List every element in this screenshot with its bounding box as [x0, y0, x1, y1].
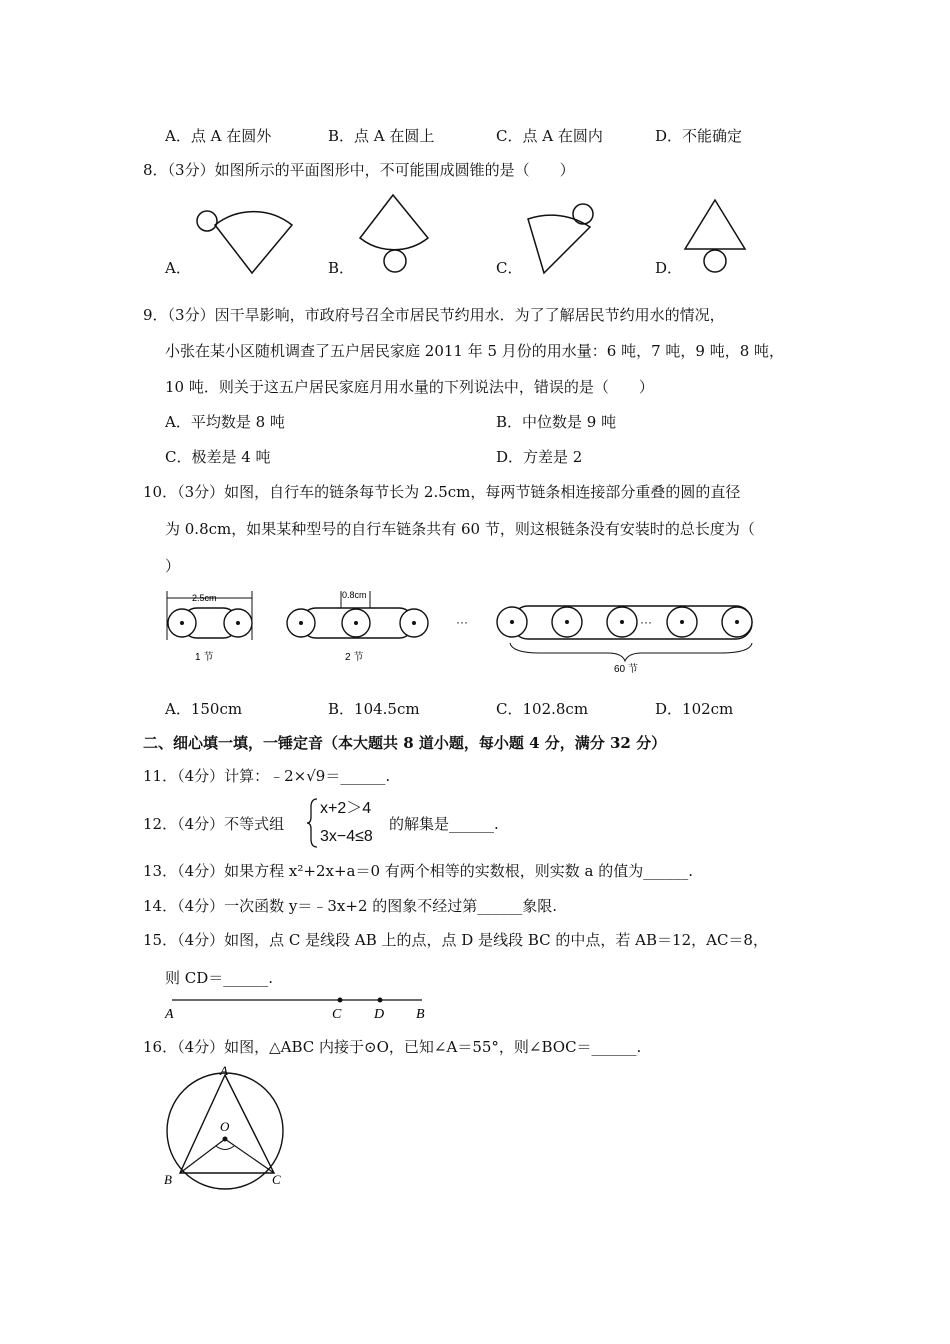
q10-line-3: ）	[165, 557, 181, 575]
q7-option-d: D．不能确定	[655, 127, 743, 145]
q9-option-d: D．方差是 2	[496, 448, 583, 466]
section-2-heading: 二、细心填一填，一锤定音（本大题共 8 道小题，每小题 4 分，满分 32 分）	[143, 734, 667, 752]
q10-fig-1-label: 1 节	[195, 652, 214, 663]
q10-option-b: B．104.5cm	[328, 700, 420, 718]
q8-figure-c	[520, 197, 630, 282]
q10-option-c: C．102.8cm	[496, 700, 589, 718]
q8-figure-b	[355, 193, 435, 283]
q10-option-d: D．102cm	[655, 700, 734, 718]
q12-inequality-1: x+2＞4	[320, 800, 372, 817]
q15-line-2: 则 CD＝______.	[165, 969, 274, 987]
q15-segment-figure	[160, 990, 440, 1025]
q8-label-c: C．	[496, 259, 523, 277]
q9-option-b: B．中位数是 9 吨	[496, 413, 617, 431]
q10-line-1: 10．（3分）如图，自行车的链条每节长为 2.5cm，每两节链条相连接部分重叠的圆的直径	[143, 483, 741, 501]
q15-point-a: A	[165, 1007, 174, 1022]
q8-label-d: D．	[655, 259, 683, 277]
q9-option-c: C．极差是 4 吨	[165, 448, 271, 466]
q11-text: 11．（4分）计算：﹣2×√9＝______.	[143, 767, 391, 785]
q8-label-a: A．	[165, 259, 191, 277]
q8-figure-d	[680, 197, 750, 277]
q10-option-a: A．150cm	[165, 700, 243, 718]
q8-stem: 8．（3分）如图所示的平面图形中，不可能围成圆锥的是（ ）	[143, 161, 575, 179]
q12-brace	[307, 797, 319, 849]
q16-point-b: B	[164, 1172, 172, 1187]
q15-line-1: 15．（4分）如图，点 C 是线段 AB 上的点，点 D 是线段 BC 的中点，若 AB＝12，AC＝8，	[143, 931, 768, 949]
q10-fig-60-label: 60 节	[614, 664, 638, 675]
q13-text: 13．（4分）如果方程 x²+2x+a＝0 有两个相等的实数根，则实数 a 的值为______.	[143, 862, 694, 880]
q9-line-3: 10 吨．则关于这五户居民家庭月用水量的下列说法中，错误的是（ ）	[165, 378, 654, 396]
q10-line-2: 为 0.8cm，如果某种型号的自行车链条共有 60 节，则这根链条没有安装时的总长度为（	[165, 520, 755, 538]
q15-point-d: D	[374, 1007, 385, 1022]
q12-prefix: 12．（4分）不等式组	[143, 815, 285, 833]
q9-option-a: A．平均数是 8 吨	[165, 413, 285, 431]
q16-circle-figure	[160, 1065, 300, 1195]
q15-point-c: C	[332, 1007, 342, 1022]
q16-text: 16．（4分）如图，△ABC 内接于⊙O，已知∠A＝55°，则∠BOC＝______.	[143, 1038, 642, 1056]
q7-option-a: A．点 A 在圆外	[165, 127, 272, 145]
q10-chain-figure	[160, 588, 760, 683]
q10-fig-2-label: 2 节	[345, 652, 364, 663]
q9-line-1: 9．（3分）因干旱影响，市政府号召全市居民节约用水．为了了解居民节约用水的情况，	[143, 306, 725, 324]
q7-option-c: C．点 A 在圆内	[496, 127, 603, 145]
q10-fig-dots: ···	[456, 615, 468, 629]
q16-point-c: C	[272, 1172, 281, 1187]
q8-figure-a	[190, 195, 300, 280]
q8-label-b: B．	[328, 259, 355, 277]
q16-point-a: A	[220, 1063, 228, 1078]
q12-suffix: 的解集是______.	[389, 815, 499, 833]
q10-fig-length-label: 2.5cm	[192, 593, 217, 603]
q10-fig-dots-2: ···	[640, 615, 652, 629]
q14-text: 14．（4分）一次函数 y＝﹣3x+2 的图象不经过第______象限.	[143, 897, 558, 915]
q15-point-b: B	[416, 1007, 425, 1022]
q16-point-o: O	[220, 1119, 230, 1134]
q7-option-b: B．点 A 在圆上	[328, 127, 435, 145]
q12-inequality-2: 3x−4≤8	[320, 828, 373, 845]
q9-line-2: 小张在某小区随机调查了五户居民家庭 2011 年 5 月份的用水量：6 吨，7 吨，9 吨，8 吨，	[165, 342, 785, 360]
q10-fig-overlap-label: 0.8cm	[342, 590, 367, 600]
